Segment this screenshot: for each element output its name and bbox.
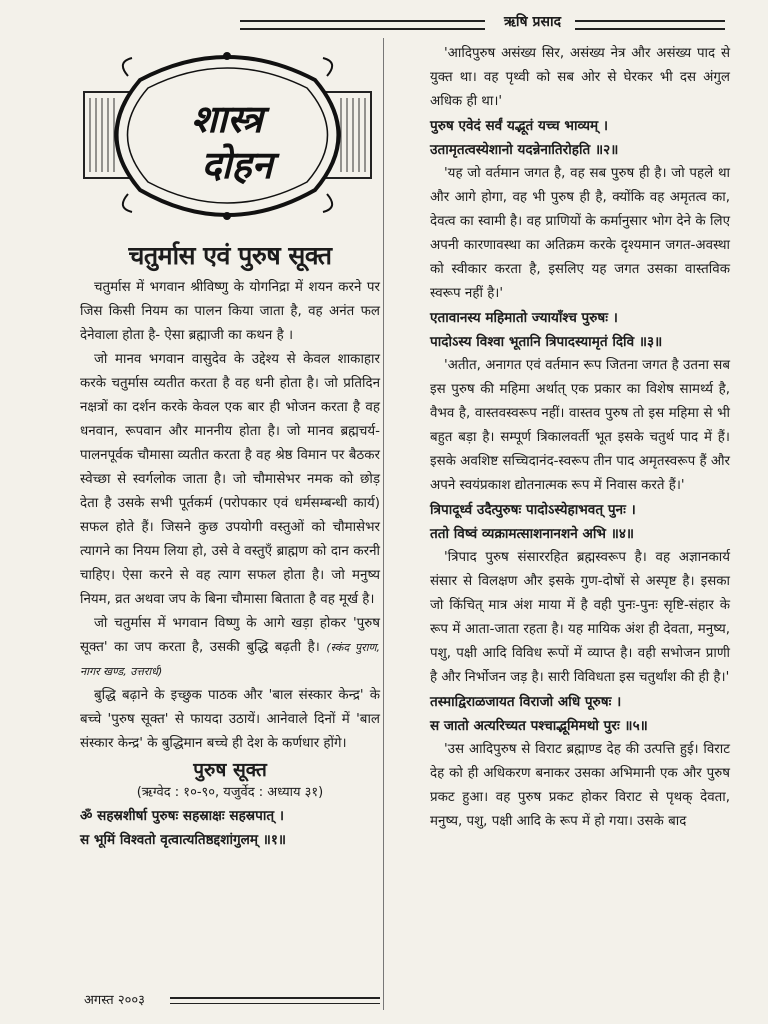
right-column [430,42,730,834]
footer-rule [170,997,380,1004]
scripture-reference: (ऋग्वेद : १०-९०, यजुर्वेद : अध्याय ३१) [136,785,324,800]
left-paragraph-3-text: जो चतुर्मास में भगवान विष्णु के आगे खड़ा होकर 'पुरुष सूक्त' का जप करता है, उसकी बुद्धि बढ़ती है। [80,616,380,655]
sloka-1-line-1: ॐ सहस्रशीर्षा पुरुषः सहस्राक्षः सहस्रपात् । [80,808,285,824]
sloka-5-line-2: स जातो अत्यरिच्यत पश्चाद्भूमिमथो पुरः ॥५॥ [430,718,648,734]
right-paragraph-2: 'यह जो वर्तमान जगत है, वह सब पुरुष ही है। जो पहले था और आगे होगा, वह भी पुरुष ही है, क्योंकि वह अमृतत्व का, देवत्व का स्वामी है। वह प्राणियों के कर्मानुसार भोग देने के लिए अपनी कारणावस्था का अतिक्रम करके दृश्यमान जगत-अवस्था को स्वीकार करता है, इसलिए यह जगत उसका वास्तविक स्वरूप नहीं है।' [430,166,730,301]
shastra-dohan-logo [80,40,375,232]
sloka-1-line-2: स भूमिं विश्वतो वृत्वात्यतिष्ठद्दशांगुलम् ॥१॥ [80,832,287,848]
right-paragraph-5: 'उस आदिपुरुष से विराट ब्रह्माण्ड देह की उत्पत्ति हुई। विराट देह को ही अधिकरण बनाकर उसका अभिमानी एक और पुरुष प्रकट हुआ। वह पुरुष प्रकट होकर विराट से पृथक् देवता, मनुष्य, पशु, पक्षी आदि के रूप में हो गया। उसके बाद [430,742,730,829]
sloka-3-line-1: एतावानस्य महिमातो ज्यायाँश्च पुरुषः । [430,310,618,326]
sloka-4-line-2: ततो विष्वं व्यक्रामत्साशनानशने अभि ॥४॥ [430,526,635,542]
logo-line1: शास्त्र [191,96,263,141]
sloka-2-line-2: उतामृतत्वस्येशानो यदन्नेनातिरोहति ॥२॥ [430,142,619,158]
left-paragraph-3 [80,612,380,684]
article-heading: चतुर्मास एवं पुरुष सूक्त [128,241,332,270]
logo-line2: दोहन [201,142,273,187]
left-paragraph-1: चतुर्मास में भगवान श्रीविष्णु के योगनिद्रा में शयन करने पर जिस किसी नियम का पालन किया जाता है, वह अनंत फल देनेवाला होता है- ऐसा ब्रह्माजी का कथन है । [80,280,380,343]
purush-sukta-subheading: पुरुष सूक्त [193,759,267,781]
left-paragraph-4: बुद्धि बढ़ाने के इच्छुक पाठक और 'बाल संस्कार केन्द्र' के बच्चे 'पुरुष सूक्त' से फायदा उठायें। आनेवाले दिनों में 'बाल संस्कार केन्द्र' के बुद्धिमान बच्चे ही देश के कर्णधार होंगे। [80,688,380,751]
page-header-title: ऋषि प्रसाद [503,14,562,30]
column-divider [383,38,384,1010]
source-citation: (स्कंद पुराण, नागर खण्ड, उत्तरार्ध) [80,641,381,678]
sloka-5-line-1: तस्माद्विराळजायत विराजो अधि पूरुषः । [430,694,622,710]
page-footer-date: अगस्त २००३ [84,993,145,1008]
right-paragraph-1: 'आदिपुरुष असंख्य सिर, असंख्य नेत्र और असंख्य पाद से युक्त था। वह पृथ्वी को सब ओर से घेरकर भी दस अंगुल अधिक ही था।' [430,46,730,109]
right-paragraph-3: 'अतीत, अनागत एवं वर्तमान रूप जितना जगत है उतना सब इस पुरुष की महिमा अर्थात् एक प्रकार का विशेष सामर्थ्य है, वैभव है, वास्तवस्वरूप नहीं। वास्तव पुरुष तो इस महिमा से भी बहुत बड़ा है। सम्पूर्ण त्रिकालवर्ती भूत इसके चतुर्थ पाद में हैं। इसके अवशिष्ट सच्चिदानंद-स्वरूप तीन पाद अमृतस्वरूप हैं और अपने स्वयंप्रकाश द्योतनात्मक रूप में निवास करते हैं।' [430,358,731,493]
sloka-3-line-2: पादोऽस्य विश्वा भूतानि त्रिपादस्यामृतं दिवि ॥३॥ [430,334,663,350]
sloka-4-line-1: त्रिपादूर्ध्व उदैत्पुरुषः पादोऽस्येहाभवत् पुनः । [430,502,636,518]
header-rule-left [240,20,485,30]
header-rule-right [575,20,725,30]
sloka-2-line-1: पुरुष एवेदं सर्वं यद्भूतं यच्च भाव्यम् । [430,118,609,134]
left-paragraph-2: जो मानव भगवान वासुदेव के उद्देश्य से केवल शाकाहार करके चतुर्मास व्यतीत करता है वह धनी होता है। जो प्रतिदिन नक्षत्रों का दर्शन करके केवल एक बार ही भोजन करता है वह धनवान, रूपवान और माननीय होता है। जो मानव ब्रह्मचर्य-पालनपूर्वक चौमासा व्यतीत करता है वह श्रेष्ठ विमान पर बैठकर स्वेच्छा से स्वर्गलोक जाता है। जो चौमासेभर नमक को छोड़ देता है उसके सभी पूर्तकर्म (परोपकार एवं धर्मसम्बन्धी कार्य) सफल होते हैं। जिसने कुछ उपयोगी वस्तुओं को चौमासेभर त्यागने का नियम लिया हो, उसे वे वस्तुएँ ब्राह्मण को दान करनी चाहिए। ऐसा करने से वह त्याग सफल होता है। जो मनुष्य नियम, व्रत अथवा जप के बिना चौमासा बिताता है वह मूर्ख है। [80,352,380,607]
right-paragraph-4: 'त्रिपाद पुरुष संसाररहित ब्रह्मस्वरूप है। वह अज्ञानकार्य संसार से विलक्षण और इसके गुण-दोषों से अस्पृष्ट है। इसका जो किंचित् मात्र अंश माया में है वही पुनः-पुनः सृष्टि-संहार के रूप में आता-जाता रहता है। यह मायिक अंश ही देवता, मनुष्य, पशु, पक्षी आदि विविध रूपों में व्याप्त है। वही सभोजन प्राणी है और निर्भोजन जड़ है। सारी विविधता इस चतुर्थांश की ही है।' [430,550,730,685]
left-column [80,238,380,852]
